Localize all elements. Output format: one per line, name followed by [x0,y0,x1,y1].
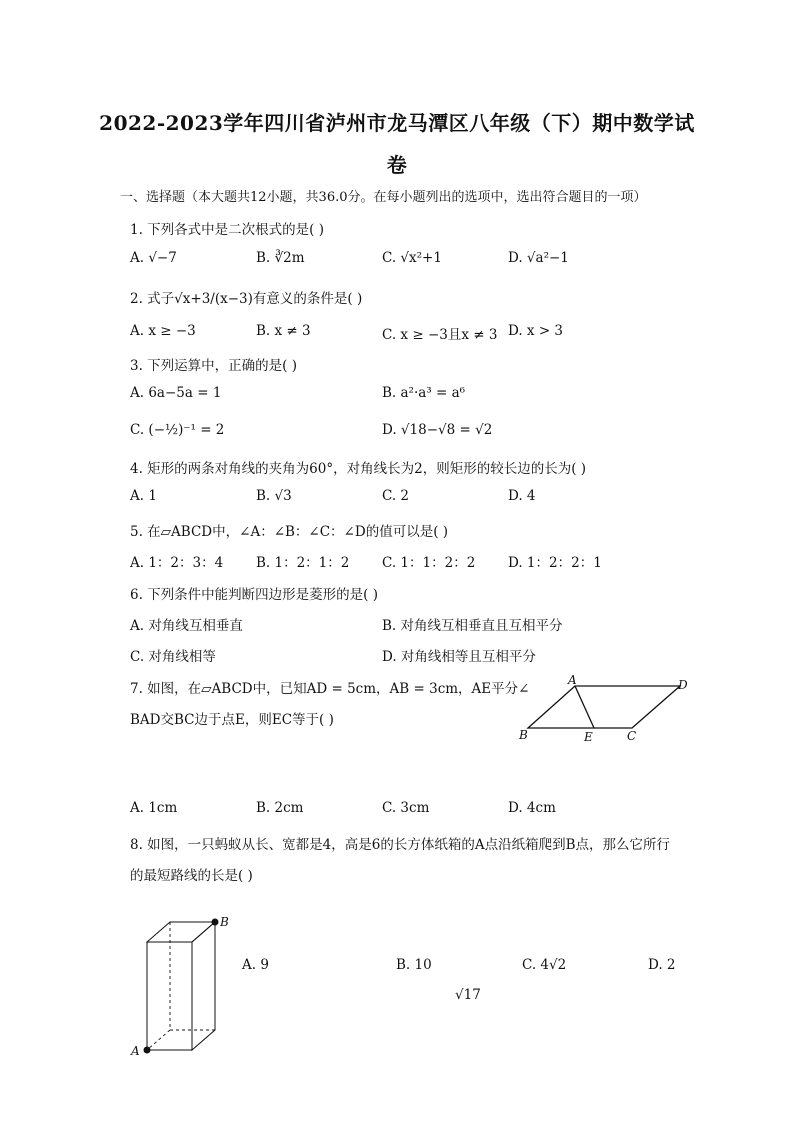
q7-option-b: B. 2cm [256,800,304,816]
q7-option-c: C. 3cm [382,800,430,816]
q8-option-c: C. 4√2 [522,957,567,973]
q1-option-c: C. √x²+1 [382,250,442,266]
question-3-stem: 3. 下列运算中，正确的是( ) [130,358,297,374]
question-7-stem-line-2: BAD交BC边于点E，则EC等于( ) [130,712,334,728]
cuboid-figure [125,912,235,1062]
q4-option-a: A. 1 [130,488,157,504]
point-b [212,919,219,926]
label-d: D [678,678,688,692]
question-8-stem-line-2: 的最短路线的长是( ) [130,868,253,884]
label-a: A [131,1044,140,1058]
q6-option-d: D. 对角线相等且互相平分 [382,649,536,665]
q8-option-d: D. 2 [648,957,676,973]
segment-ae [575,686,594,728]
q3-option-b: B. a²·a³ = a⁶ [382,385,466,401]
point-a [144,1047,151,1054]
question-6-stem: 6. 下列条件中能判断四边形是菱形的是( ) [130,587,378,603]
q2-option-a: A. x ≥ −3 [130,323,196,339]
q4-option-c: C. 2 [382,488,410,504]
question-2-stem: 2. 式子√x+3/(x−3)有意义的条件是( ) [130,291,363,307]
q1-option-a: A. √−7 [130,250,177,266]
q1-option-d: D. √a²−1 [508,250,569,266]
question-8-stem-line-1: 8. 如图，一只蚂蚁从长、宽都是4，高是6的长方体纸箱的A点沿纸箱爬到B点，那么它所行 [130,837,671,853]
q4-option-d: D. 4 [508,488,536,504]
label-c: C [627,729,637,743]
q3-option-a: A. 6a−5a = 1 [130,385,222,401]
title-line-1: 2022-2023学年四川省泸州市龙马潭区八年级（下）期中数学试 [99,111,695,135]
q5-option-c: C. 1：1：2：2 [382,555,476,571]
parallelogram-abcd [528,686,680,728]
q5-option-a: A. 1：2：3：4 [130,555,224,571]
q7-option-d: D. 4cm [508,800,556,816]
q5-option-b: B. 1：2：1：2 [256,555,350,571]
q8-option-d-continued: √17 [455,987,481,1003]
label-a: A [568,673,577,687]
q2-option-c: C. x ≥ −3且x ≠ 3 [382,327,498,343]
q3-option-c: C. (−½)⁻¹ = 2 [130,422,225,438]
q7-option-a: A. 1cm [130,800,178,816]
q6-option-c: C. 对角线相等 [130,649,216,665]
section-heading: 一、选择题（本大题共12小题，共36.0分。在每小题列出的选项中，选出符合题目的一项） [120,190,647,205]
q6-option-a: A. 对角线互相垂直 [130,618,243,634]
question-5-stem: 5. 在▱ABCD中，∠A：∠B：∠C：∠D的值可以是( ) [130,524,449,540]
question-1-stem: 1. 下列各式中是二次根式的是( ) [130,222,324,238]
q4-option-b: B. √3 [256,488,292,504]
q1-option-b: B. ∛2m [256,250,305,266]
label-b: B [519,728,528,742]
question-7-stem-line-1: 7. 如图，在▱ABCD中，已知AD = 5cm，AB = 3cm，AE平分∠ [130,681,530,697]
q3-option-d: D. √18−√8 = √2 [382,422,493,438]
label-e: E [584,730,593,744]
title-line-2: 卷 [386,153,408,177]
q2-option-d: D. x > 3 [508,323,564,339]
q2-option-b: B. x ≠ 3 [256,323,311,339]
q8-option-b: B. 10 [396,957,432,973]
label-b: B [220,915,229,929]
page-title [60,102,734,186]
question-4-stem: 4. 矩形的两条对角线的夹角为60°，对角线长为2，则矩形的较长边的长为( ) [130,461,587,477]
q8-option-a: A. 9 [242,957,269,973]
q6-option-b: B. 对角线互相垂直且互相平分 [382,618,563,634]
q5-option-d: D. 1：2：2：1 [508,555,602,571]
parallelogram-figure [510,672,700,747]
